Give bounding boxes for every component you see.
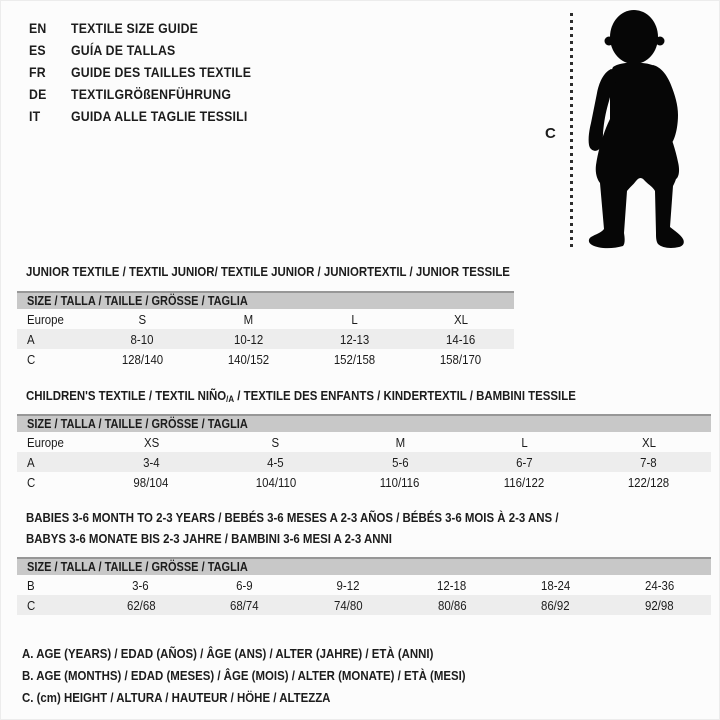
table-cell: 8-10 bbox=[130, 331, 154, 347]
lang-code: ES bbox=[29, 42, 46, 58]
measure-legend bbox=[22, 642, 526, 708]
table-cell: 3-4 bbox=[142, 454, 160, 470]
height-cm-row bbox=[17, 349, 514, 369]
age-months-row bbox=[17, 575, 711, 595]
lang-title: TEXTILGRÖßENFÜHRUNG bbox=[71, 86, 232, 102]
table-cell: 116/122 bbox=[504, 474, 545, 490]
lang-row-es bbox=[29, 39, 276, 61]
table-cell: 3-6 bbox=[132, 577, 150, 593]
table-cell: 122/128 bbox=[628, 474, 670, 490]
babies-size-table bbox=[17, 557, 711, 615]
table-cell: 68/74 bbox=[230, 597, 259, 613]
junior-size-table bbox=[17, 291, 514, 369]
table-cell: 104/110 bbox=[255, 474, 296, 490]
babies-table-title: BABIES 3-6 MONTH TO 2-3 YEARS / BEBÉS 3-6 MESES A 2-3 AÑOS / BÉBÉS 3-6 MOIS À 2-3 ANS / BABYS 3-6 MONATE BIS 2-3 JAHRE / BAMBINI 3-6 MESI A 2-3 ANNI bbox=[26, 510, 559, 546]
age-years-row bbox=[17, 452, 711, 472]
table-cell: XL bbox=[453, 311, 468, 327]
table-cell: 18-24 bbox=[540, 577, 571, 593]
table-cell: S bbox=[138, 311, 146, 327]
table-cell: 5-6 bbox=[391, 454, 409, 470]
lang-title: GUIDA ALLE TAGLIE TESSILI bbox=[71, 108, 248, 124]
row-label: A bbox=[27, 331, 35, 347]
height-cm-row bbox=[17, 472, 711, 492]
lang-row-fr bbox=[29, 61, 276, 83]
table-cell: L bbox=[351, 311, 358, 327]
lang-code: FR bbox=[29, 64, 46, 80]
children-size-table bbox=[17, 414, 711, 492]
table-cell: 10-12 bbox=[233, 331, 264, 347]
lang-code: DE bbox=[29, 86, 47, 102]
table-cell: 80/86 bbox=[437, 597, 467, 613]
table-cell: 110/116 bbox=[380, 474, 420, 490]
table-cell: 4-5 bbox=[267, 454, 284, 470]
size-header-bar: SIZE / TALLA / TAILLE / GRÖSSE / TAGLIA bbox=[17, 557, 711, 575]
table-cell: 92/98 bbox=[644, 597, 674, 613]
legend-age-years: A. AGE (YEARS) / EDAD (AÑOS) / ÂGE (ANS) / ALTER (JAHRE) / ETÀ (ANNI) bbox=[22, 645, 434, 661]
children-table-title: CHILDREN'S TEXTILE / TEXTIL NIÑO/A / TEXTILE DES ENFANTS / KINDERTEXTIL / BAMBINI TESSILE bbox=[26, 388, 576, 404]
lang-row-en bbox=[29, 17, 276, 39]
europe-size-row bbox=[17, 309, 514, 329]
table-cell: M bbox=[243, 311, 254, 327]
lang-title: GUÍA DE TALLAS bbox=[71, 42, 176, 58]
toddler-silhouette bbox=[583, 7, 691, 249]
table-cell: L bbox=[521, 434, 528, 450]
row-label: Europe bbox=[27, 434, 64, 450]
table-cell: 12-13 bbox=[339, 331, 370, 347]
table-cell: 86/92 bbox=[541, 597, 570, 613]
table-cell: 140/152 bbox=[227, 351, 270, 367]
lang-title: GUIDE DES TAILLES TEXTILE bbox=[71, 64, 252, 80]
age-years-row bbox=[17, 329, 514, 349]
row-label: C bbox=[27, 474, 36, 490]
table-cell: 158/170 bbox=[440, 351, 482, 367]
language-title-list bbox=[29, 17, 276, 127]
table-cell: 6-9 bbox=[236, 577, 253, 593]
size-header-bar: SIZE / TALLA / TAILLE / GRÖSSE / TAGLIA bbox=[17, 414, 711, 432]
legend-height-cm: C. (cm) HEIGHT / ALTURA / HAUTEUR / HÖHE / ALTEZZA bbox=[22, 689, 331, 705]
table-cell: 128/140 bbox=[121, 351, 163, 367]
row-label: Europe bbox=[27, 311, 64, 327]
row-label: C bbox=[27, 597, 36, 613]
table-cell: 7-8 bbox=[640, 454, 658, 470]
table-cell: XS bbox=[143, 434, 159, 450]
europe-size-row bbox=[17, 432, 711, 452]
row-label: C bbox=[27, 351, 36, 367]
lang-code: IT bbox=[29, 108, 41, 124]
height-cm-row bbox=[17, 595, 711, 615]
table-cell: 62/68 bbox=[126, 597, 156, 613]
height-measure-label: C bbox=[545, 125, 556, 142]
table-cell: 6-7 bbox=[516, 454, 533, 470]
lang-row-de bbox=[29, 83, 276, 105]
row-label: A bbox=[27, 454, 35, 470]
table-cell: 12-18 bbox=[437, 577, 467, 593]
junior-table-title: JUNIOR TEXTILE / TEXTIL JUNIOR/ TEXTILE JUNIOR / JUNIORTEXTIL / JUNIOR TESSILE bbox=[26, 264, 510, 279]
legend-age-months: B. AGE (MONTHS) / EDAD (MESES) / ÂGE (MOIS) / ALTER (MONATE) / ETÀ (MESI) bbox=[22, 667, 466, 683]
lang-title: TEXTILE SIZE GUIDE bbox=[71, 20, 199, 36]
row-label: B bbox=[27, 577, 35, 593]
lang-row-it bbox=[29, 105, 276, 127]
table-cell: 9-12 bbox=[336, 577, 360, 593]
table-cell: 152/158 bbox=[333, 351, 376, 367]
table-cell: 24-36 bbox=[644, 577, 674, 593]
table-cell: XL bbox=[641, 434, 656, 450]
table-cell: 74/80 bbox=[333, 597, 363, 613]
table-cell: S bbox=[271, 434, 280, 450]
table-cell: M bbox=[395, 434, 405, 450]
height-measure-line bbox=[570, 13, 573, 250]
size-header-bar: SIZE / TALLA / TAILLE / GRÖSSE / TAGLIA bbox=[17, 291, 514, 309]
table-cell: 14-16 bbox=[446, 331, 476, 347]
lang-code: EN bbox=[29, 20, 47, 36]
table-cell: 98/104 bbox=[133, 474, 169, 490]
